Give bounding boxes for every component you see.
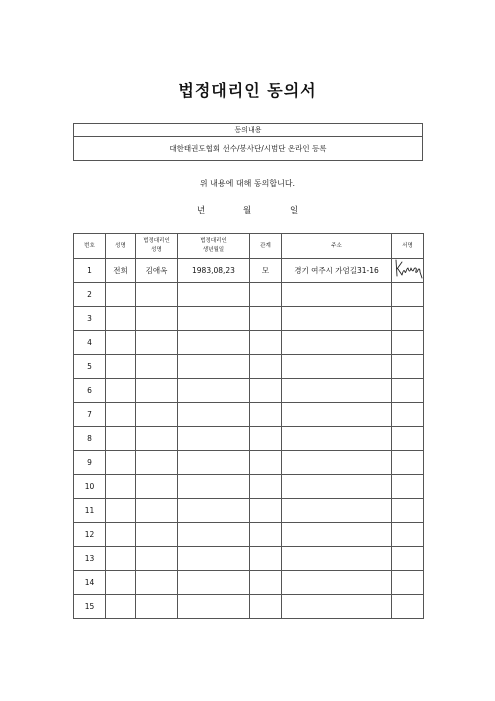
consent-header: 동의내용: [74, 124, 422, 137]
row-signature-cell: [392, 571, 424, 595]
date-day-label: 일: [290, 206, 299, 216]
row-address-cell: [282, 307, 392, 331]
row-guardian-name-cell: 김애옥: [136, 259, 178, 283]
agree-statement: 위 내용에 대해 동의합니다.: [199, 179, 296, 188]
consent-body: 대한태권도협회 선수/봉사단/시범단 온라인 등록: [169, 144, 327, 153]
row-guardian-birth-cell: [178, 331, 250, 355]
row-number-cell: 5: [74, 355, 106, 379]
row-signature-cell: [392, 547, 424, 571]
row-guardian-birth-cell: [178, 283, 250, 307]
row-address-cell: [282, 355, 392, 379]
row-guardian-birth-cell: [178, 499, 250, 523]
row-guardian-birth-cell: [178, 547, 250, 571]
row-number-cell: 10: [74, 475, 106, 499]
table-row: [74, 571, 424, 595]
row-address-cell: [282, 571, 392, 595]
row-name-cell: [106, 403, 136, 427]
row-number-cell: 9: [74, 451, 106, 475]
table-row: [74, 307, 424, 331]
row-name-cell: [106, 595, 136, 619]
row-name-cell: [106, 307, 136, 331]
row-relation-cell: [250, 451, 282, 475]
row-guardian-name-cell: [136, 403, 178, 427]
row-guardian-birth-cell: [178, 571, 250, 595]
row-address-cell: [282, 595, 392, 619]
row-guardian-name-cell: [136, 571, 178, 595]
row-address-cell: [282, 331, 392, 355]
row-relation-cell: [250, 547, 282, 571]
row-guardian-name-cell: [136, 451, 178, 475]
row-relation-cell: [250, 475, 282, 499]
row-signature-cell: [392, 331, 424, 355]
row-name-cell: [106, 427, 136, 451]
table-row: [74, 523, 424, 547]
row-name-cell: [106, 451, 136, 475]
row-signature-cell: [392, 427, 424, 451]
row-relation-cell: [250, 331, 282, 355]
table-row: [74, 451, 424, 475]
row-relation-cell: [250, 571, 282, 595]
row-guardian-birth-cell: [178, 451, 250, 475]
row-name-cell: [106, 475, 136, 499]
row-number-cell: 14: [74, 571, 106, 595]
row-guardian-name-cell: [136, 379, 178, 403]
row-signature-cell: [392, 475, 424, 499]
date-year-label: 년: [197, 206, 206, 216]
row-address-cell: [282, 283, 392, 307]
row-name-cell: [106, 547, 136, 571]
row-guardian-birth-cell: 1983,08,23: [178, 259, 250, 283]
row-guardian-birth-cell: [178, 595, 250, 619]
row-guardian-name-cell: [136, 547, 178, 571]
row-address-cell: [282, 499, 392, 523]
table-body: [74, 259, 424, 619]
row-relation-cell: [250, 595, 282, 619]
handwritten-signature: [393, 259, 423, 282]
table-row: [74, 427, 424, 451]
row-relation-cell: [250, 523, 282, 547]
row-relation-cell: 모: [250, 259, 282, 283]
row-guardian-name-cell: [136, 595, 178, 619]
header-guardian-birth: [178, 234, 250, 259]
row-signature-cell: [392, 307, 424, 331]
row-relation-cell: [250, 427, 282, 451]
row-name-cell: [106, 523, 136, 547]
row-address-cell: [282, 379, 392, 403]
header-guardian-birth-line1: 법정대리인: [200, 238, 227, 244]
row-signature-cell: [392, 283, 424, 307]
row-guardian-birth-cell: [178, 355, 250, 379]
header-name: 성명: [106, 234, 136, 259]
header-relation: 관계: [250, 234, 282, 259]
row-name-cell: [106, 355, 136, 379]
row-name-cell: [106, 283, 136, 307]
header-guardian-name-line1: 법정대리인: [143, 238, 170, 244]
row-number-cell: 3: [74, 307, 106, 331]
row-address-cell: [282, 427, 392, 451]
header-guardian-name: [136, 234, 178, 259]
row-guardian-name-cell: [136, 499, 178, 523]
row-number-cell: 4: [74, 331, 106, 355]
date-month-label: 월: [243, 206, 252, 216]
row-guardian-birth-cell: [178, 475, 250, 499]
row-guardian-name-cell: [136, 427, 178, 451]
table-row: [74, 499, 424, 523]
row-guardian-name-cell: [136, 283, 178, 307]
table-row: [74, 331, 424, 355]
row-guardian-birth-cell: [178, 427, 250, 451]
row-signature-cell: [392, 451, 424, 475]
table-row: [74, 403, 424, 427]
row-address-cell: [282, 403, 392, 427]
row-guardian-birth-cell: [178, 307, 250, 331]
row-relation-cell: [250, 355, 282, 379]
header-number: 번호: [74, 234, 106, 259]
header-guardian-birth-line2: 생년월일: [202, 247, 225, 253]
row-guardian-name-cell: [136, 307, 178, 331]
row-relation-cell: [250, 499, 282, 523]
row-number-cell: 2: [74, 283, 106, 307]
row-address-cell: [282, 451, 392, 475]
row-relation-cell: [250, 307, 282, 331]
row-signature-cell: [392, 259, 424, 283]
header-signature: 서명: [392, 234, 424, 259]
header-guardian-name-line2: 성명: [151, 247, 162, 253]
row-number-cell: 8: [74, 427, 106, 451]
row-address-cell: [282, 475, 392, 499]
table-row: [74, 355, 424, 379]
row-number-cell: 15: [74, 595, 106, 619]
row-guardian-name-cell: [136, 355, 178, 379]
row-signature-cell: [392, 595, 424, 619]
row-guardian-birth-cell: [178, 379, 250, 403]
row-number-cell: 12: [74, 523, 106, 547]
row-guardian-name-cell: [136, 475, 178, 499]
consent-box: [73, 123, 423, 161]
row-name-cell: [106, 379, 136, 403]
row-signature-cell: [392, 379, 424, 403]
row-signature-cell: [392, 523, 424, 547]
row-name-cell: [106, 571, 136, 595]
table-row: [74, 283, 424, 307]
row-guardian-birth-cell: [178, 403, 250, 427]
row-signature-cell: [392, 355, 424, 379]
row-name-cell: [106, 499, 136, 523]
row-relation-cell: [250, 403, 282, 427]
table-row: [74, 595, 424, 619]
row-address-cell: 경기 여주시 가엄길31-16: [282, 259, 392, 283]
row-address-cell: [282, 547, 392, 571]
page-title: 법정대리인 동의서: [178, 81, 317, 100]
table-row: [74, 547, 424, 571]
guardian-table: [73, 233, 424, 619]
row-guardian-name-cell: [136, 523, 178, 547]
row-signature-cell: [392, 403, 424, 427]
row-number-cell: 6: [74, 379, 106, 403]
table-header-row: [74, 234, 424, 259]
row-number-cell: 7: [74, 403, 106, 427]
table-row: [74, 379, 424, 403]
row-relation-cell: [250, 283, 282, 307]
row-guardian-birth-cell: [178, 523, 250, 547]
row-signature-cell: [392, 499, 424, 523]
row-number-cell: 11: [74, 499, 106, 523]
row-guardian-name-cell: [136, 331, 178, 355]
row-address-cell: [282, 523, 392, 547]
row-name-cell: [106, 331, 136, 355]
row-name-cell: 전희: [106, 259, 136, 283]
row-relation-cell: [250, 379, 282, 403]
row-number-cell: 1: [74, 259, 106, 283]
row-number-cell: 13: [74, 547, 106, 571]
header-address: 주소: [282, 234, 392, 259]
table-row: [74, 475, 424, 499]
table-row: [74, 259, 424, 283]
